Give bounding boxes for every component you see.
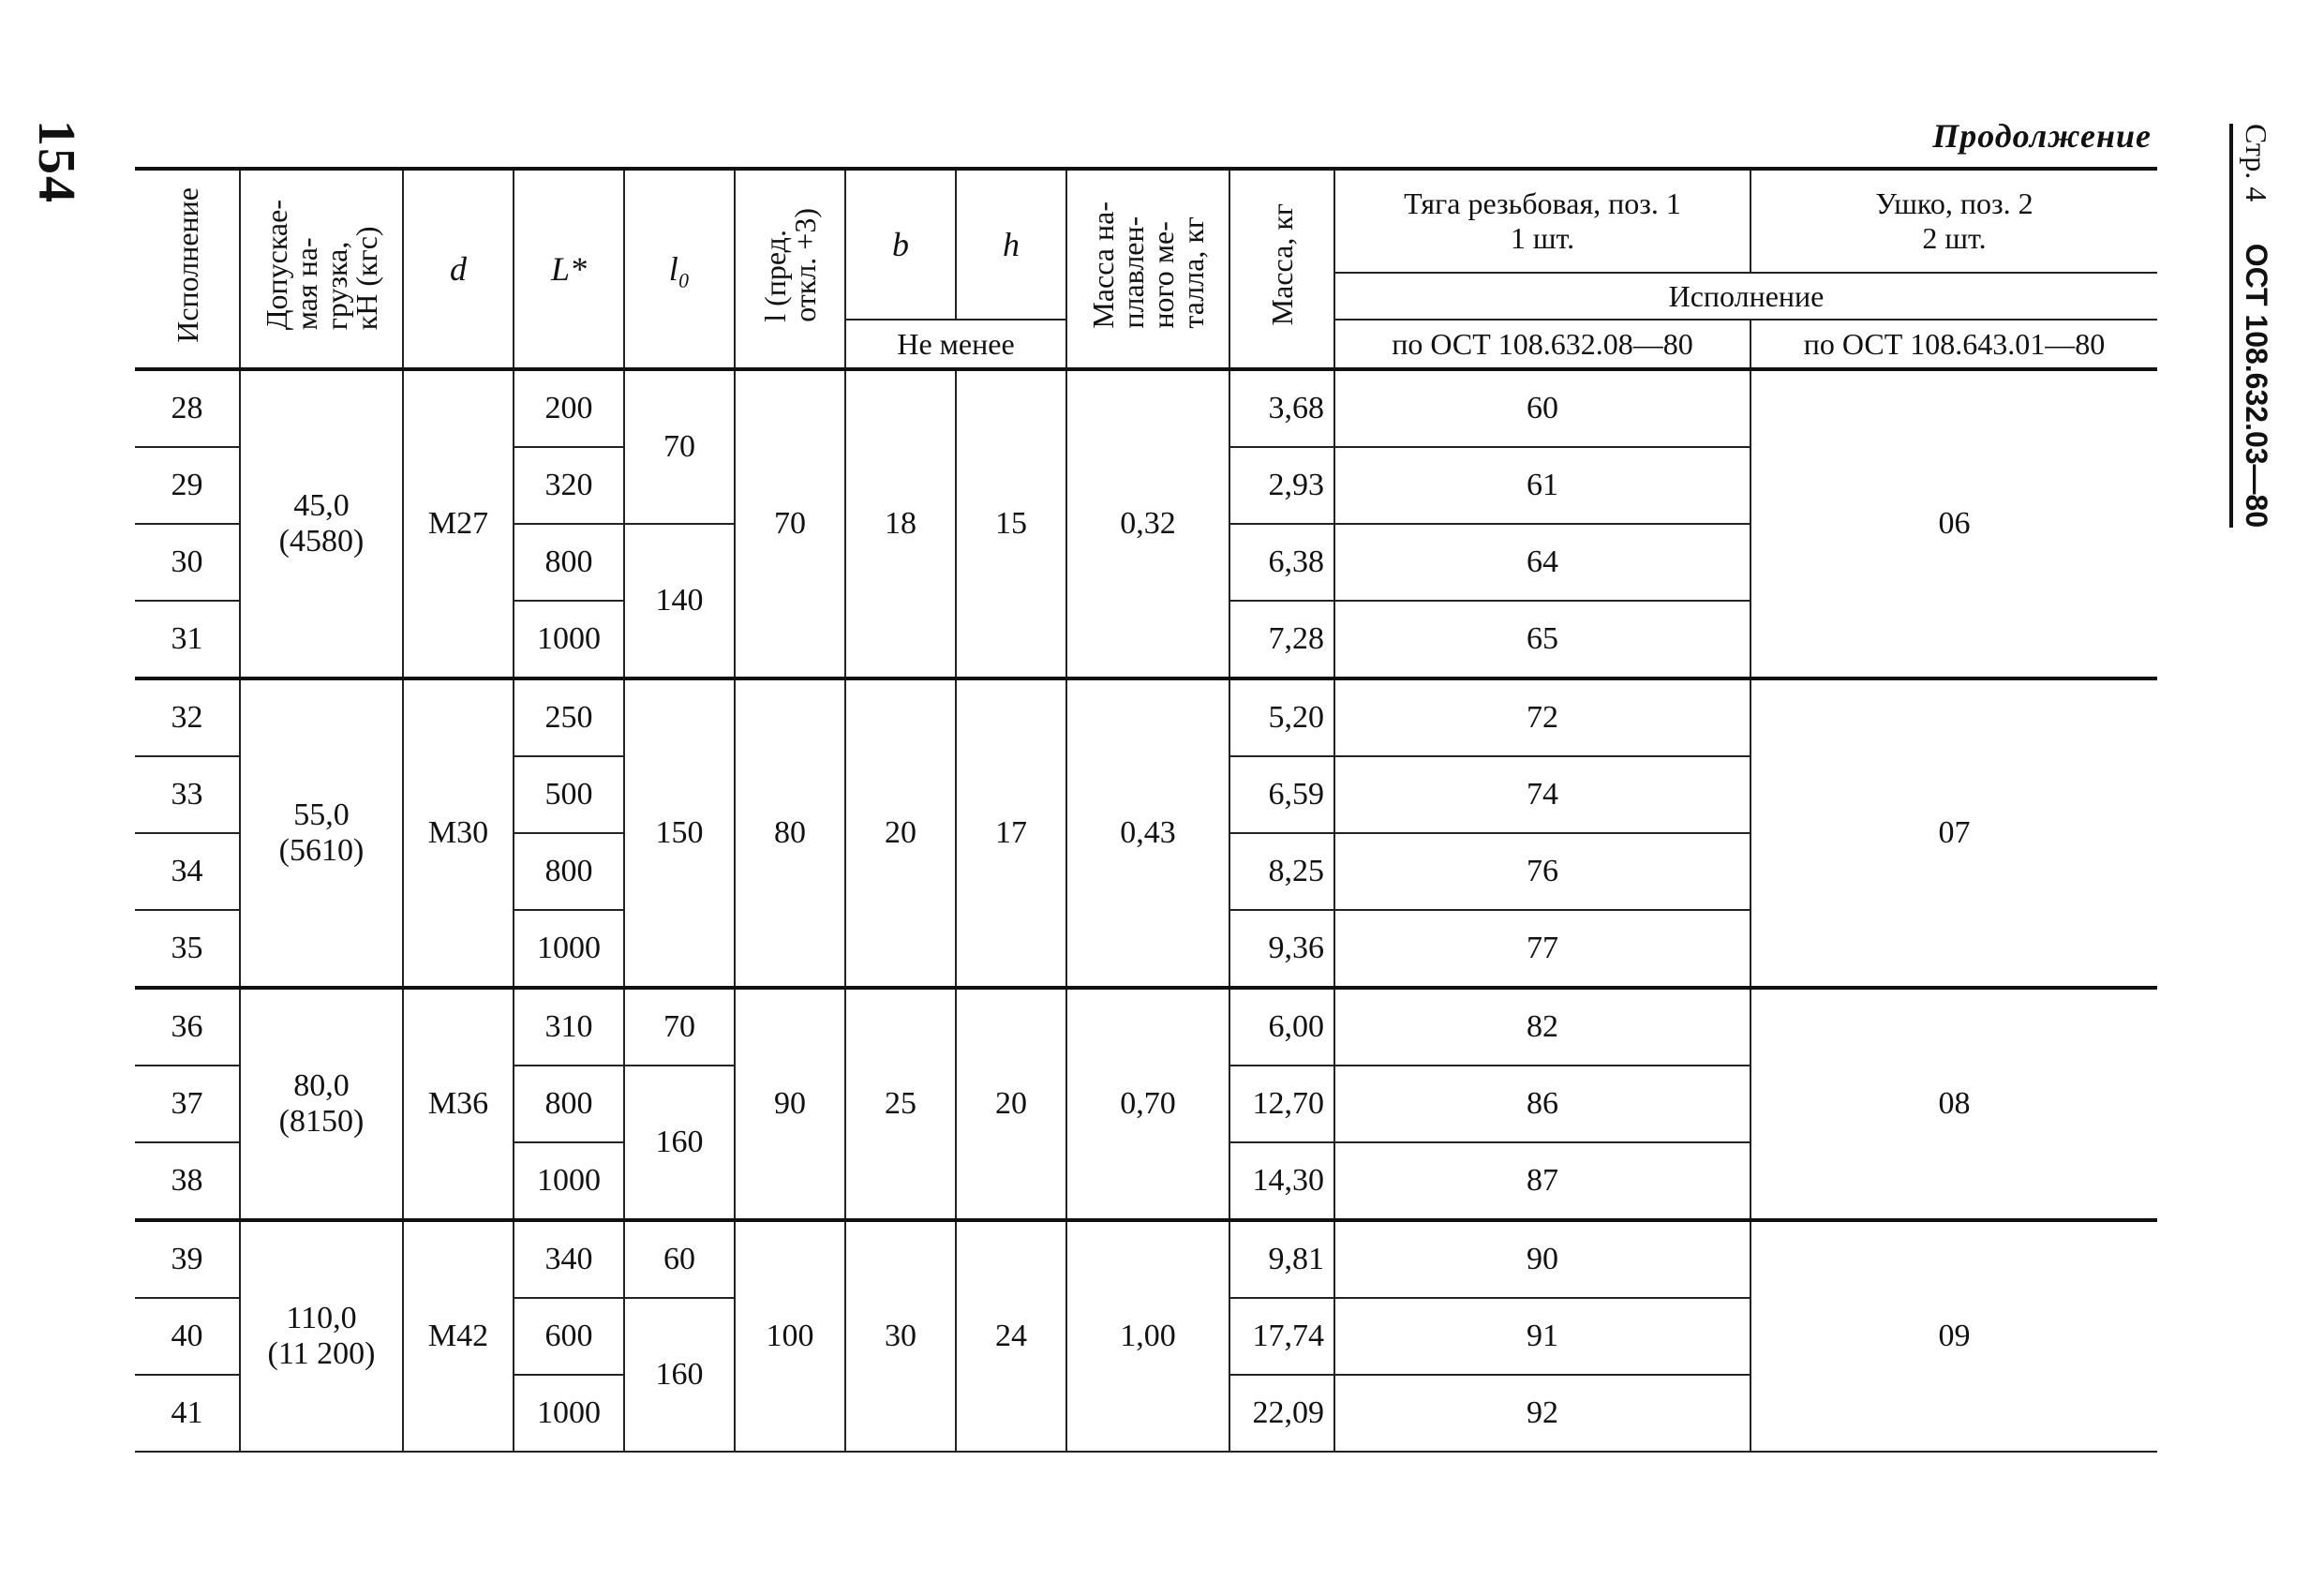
- header-l: l (пред. откл. +3): [735, 169, 845, 369]
- variant-cell: 41: [135, 1375, 240, 1452]
- side-stamp: [2228, 124, 2273, 574]
- rod-variant-cell: 87: [1334, 1142, 1750, 1220]
- l0-cell: 160: [624, 1066, 735, 1220]
- eye-variant-cell: 09: [1750, 1220, 2157, 1452]
- header-d: d: [403, 169, 514, 369]
- variant-cell: 38: [135, 1142, 240, 1220]
- weld-mass-cell: 1,00: [1066, 1220, 1229, 1452]
- header-eye: Ушко, поз. 2 2 шт.: [1750, 169, 2157, 273]
- rod-variant-cell: 92: [1334, 1375, 1750, 1452]
- rod-variant-cell: 74: [1334, 756, 1750, 833]
- page-number: 154: [27, 120, 85, 204]
- length-L-cell: 600: [514, 1298, 624, 1375]
- length-L-cell: 250: [514, 678, 624, 756]
- length-L-cell: 1000: [514, 1375, 624, 1452]
- mass-cell: 9,36: [1229, 910, 1334, 988]
- l0-cell: 160: [624, 1298, 735, 1452]
- rod-variant-cell: 64: [1334, 524, 1750, 601]
- l0-cell: 60: [624, 1220, 735, 1298]
- mass-cell: 12,70: [1229, 1066, 1334, 1142]
- load-cell: 110,0 (11 200): [240, 1220, 403, 1452]
- side-stamp-doc: ОСТ 108.632.03—80: [2240, 243, 2273, 529]
- table-header: [135, 169, 2157, 369]
- thread-d-cell: М27: [403, 369, 514, 678]
- weld-mass-cell: 0,70: [1066, 988, 1229, 1220]
- load-cell: 55,0 (5610): [240, 678, 403, 988]
- rod-variant-cell: 86: [1334, 1066, 1750, 1142]
- eye-variant-cell: 07: [1750, 678, 2157, 988]
- length-L-cell: 320: [514, 447, 624, 524]
- variant-cell: 29: [135, 447, 240, 524]
- mass-cell: 2,93: [1229, 447, 1334, 524]
- h-cell: 24: [956, 1220, 1066, 1452]
- load-cell: 80,0 (8150): [240, 988, 403, 1220]
- variant-cell: 37: [135, 1066, 240, 1142]
- rod-variant-cell: 61: [1334, 447, 1750, 524]
- l-cell: 100: [735, 1220, 845, 1452]
- variant-cell: 31: [135, 601, 240, 678]
- length-L-cell: 310: [514, 988, 624, 1066]
- table-row: [135, 1220, 2157, 1298]
- mass-cell: 6,00: [1229, 988, 1334, 1066]
- rod-variant-cell: 65: [1334, 601, 1750, 678]
- rod-variant-cell: 82: [1334, 988, 1750, 1066]
- l0-cell: 70: [624, 369, 735, 524]
- table-body: [135, 369, 2157, 1452]
- variant-cell: 34: [135, 833, 240, 910]
- length-L-cell: 1000: [514, 1142, 624, 1220]
- length-L-cell: 340: [514, 1220, 624, 1298]
- header-rod: Тяга резьбовая, поз. 1 1 шт.: [1334, 169, 1750, 273]
- h-cell: 17: [956, 678, 1066, 988]
- variant-cell: 32: [135, 678, 240, 756]
- table-row: [135, 678, 2157, 756]
- l-cell: 80: [735, 678, 845, 988]
- mass-cell: 7,28: [1229, 601, 1334, 678]
- header-b: b: [845, 169, 956, 320]
- thread-d-cell: М42: [403, 1220, 514, 1452]
- b-cell: 20: [845, 678, 956, 988]
- eye-variant-cell: 06: [1750, 369, 2157, 678]
- variant-cell: 30: [135, 524, 240, 601]
- weld-mass-cell: 0,32: [1066, 369, 1229, 678]
- thread-d-cell: М36: [403, 988, 514, 1220]
- spec-table: [135, 167, 2157, 1453]
- variant-cell: 39: [135, 1220, 240, 1298]
- h-cell: 20: [956, 988, 1066, 1220]
- mass-cell: 6,38: [1229, 524, 1334, 601]
- continuation-label: Продолжение: [1932, 117, 2152, 155]
- rod-variant-cell: 60: [1334, 369, 1750, 447]
- header-h: h: [956, 169, 1066, 320]
- mass-cell: 9,81: [1229, 1220, 1334, 1298]
- length-L-cell: 1000: [514, 910, 624, 988]
- header-mass: Масса, кг: [1229, 169, 1334, 369]
- length-L-cell: 200: [514, 369, 624, 447]
- l0-cell: 70: [624, 988, 735, 1066]
- header-min: Не менее: [845, 320, 1066, 369]
- header-L: L*: [514, 169, 624, 369]
- header-eye-std: по ОСТ 108.643.01—80: [1750, 320, 2157, 369]
- rod-variant-cell: 77: [1334, 910, 1750, 988]
- mass-cell: 6,59: [1229, 756, 1334, 833]
- variant-cell: 40: [135, 1298, 240, 1375]
- header-execution: Исполнение: [1334, 273, 2157, 320]
- length-L-cell: 800: [514, 1066, 624, 1142]
- weld-mass-cell: 0,43: [1066, 678, 1229, 988]
- table-row: [135, 369, 2157, 447]
- header-rod-std: по ОСТ 108.632.08—80: [1334, 320, 1750, 369]
- rod-variant-cell: 76: [1334, 833, 1750, 910]
- side-stamp-page: Стр. 4: [2240, 124, 2273, 202]
- variant-cell: 35: [135, 910, 240, 988]
- rod-variant-cell: 72: [1334, 678, 1750, 756]
- variant-cell: 33: [135, 756, 240, 833]
- header-weld-mass: Масса на- плавлен- ного ме- талла, кг: [1066, 169, 1229, 369]
- b-cell: 25: [845, 988, 956, 1220]
- eye-variant-cell: 08: [1750, 988, 2157, 1220]
- b-cell: 30: [845, 1220, 956, 1452]
- l-cell: 90: [735, 988, 845, 1220]
- mass-cell: 5,20: [1229, 678, 1334, 756]
- rod-variant-cell: 91: [1334, 1298, 1750, 1375]
- table-row: [135, 988, 2157, 1066]
- length-L-cell: 500: [514, 756, 624, 833]
- load-cell: 45,0 (4580): [240, 369, 403, 678]
- mass-cell: 17,74: [1229, 1298, 1334, 1375]
- variant-cell: 28: [135, 369, 240, 447]
- l0-cell: 140: [624, 524, 735, 678]
- length-L-cell: 1000: [514, 601, 624, 678]
- header-load: Допускае- мая на- грузка, кН (кгс): [240, 169, 403, 369]
- mass-cell: 22,09: [1229, 1375, 1334, 1452]
- side-stamp-text: [2229, 124, 2273, 528]
- mass-cell: 8,25: [1229, 833, 1334, 910]
- thread-d-cell: М30: [403, 678, 514, 988]
- h-cell: 15: [956, 369, 1066, 678]
- l0-cell: 150: [624, 678, 735, 988]
- mass-cell: 3,68: [1229, 369, 1334, 447]
- b-cell: 18: [845, 369, 956, 678]
- header-l0: l₀: [624, 169, 735, 369]
- mass-cell: 14,30: [1229, 1142, 1334, 1220]
- header-variant: Исполнение: [135, 169, 240, 369]
- length-L-cell: 800: [514, 833, 624, 910]
- length-L-cell: 800: [514, 524, 624, 601]
- l-cell: 70: [735, 369, 845, 678]
- variant-cell: 36: [135, 988, 240, 1066]
- rod-variant-cell: 90: [1334, 1220, 1750, 1298]
